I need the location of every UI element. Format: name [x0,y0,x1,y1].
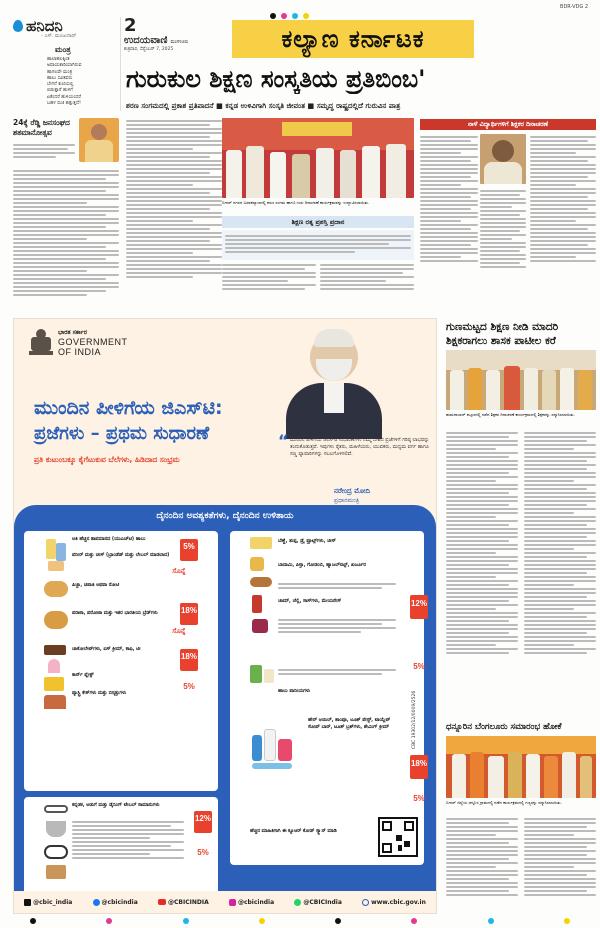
right-story2-headline: ಧನ್ನೂರಿನ ಬೆಂಗಲೂರು ಸಮಾರಂಭ ಹೋಕೆ [446,722,562,732]
item-label: ಜಾಮ್, ಜೆಲ್ಲಿ, ಸಾಸ್‌ಗಳು, ಮೇಯನೇಸ್ [278,599,342,604]
edition-date: ಶುಕ್ರವಾರ, ಸೆಪ್ಟೆಂಬರ್ 7, 2025 [124,47,174,52]
poem-lines [47,57,120,107]
ad-tagline: ಪ್ರತಿ ಕುಟುಂಬಕ್ಕೂ ಕೈಗೆಟುಕುವ ಬೆಲೆಗಳು, ಹಿಡಿದಾದ ಸಂಭ್ರಮ [34,455,180,464]
city: ಮಂಗಳೂರು [170,40,189,45]
right-story1-photo [446,350,596,410]
award-box-body [222,230,414,260]
social-handle: @cbicindia [237,898,275,906]
x-social-link[interactable] [24,899,72,906]
paratha-icon [44,611,68,629]
poem-line: ಬಹಳ ರುಚಿ ಹತ್ತುತ್ತದೆ! [47,101,81,107]
box-icon [46,865,66,879]
gov-label-en-2: OF INDIA [58,347,102,357]
item-label: ಚಾಕೋಲೇಟ್‌ಗಳು, ಐಸ್ ಕ್ರೀಮ್, ಕಾಫಿ, ಟೀ [72,647,141,652]
cornflakes-icon [44,677,64,691]
right-story2-photo [446,736,596,798]
pm-quote: ಮುಂದಿನ ಪೀಳಿಗೆಯ ಜಿಎಸ್‌ಟಿ ಸುಧಾರಣೆಗಳು ನಮ್ಮ ದೇಶದ ಪ್ರಜೆಗಳಿಗೆ ಗರಿಷ್ಠ ಲಾಭವನ್ನು ತಂದುಕೊಡುತ್ತವೆ. ಇವುಗಳು ರೈತರು, ಮಹಿಳೆಯರು, ಯುವಕರು, ಮಧ್ಯಮ ವರ್ಗ ಹಾಗೂ ಸಣ್ಣ ವ್ಯಾಪಾರಿಗಳನ್ನು ಸಬಲಗೊಳಿಸಲಿವೆ. [290,437,430,457]
social-footer [14,891,436,913]
pm-role: ಪ್ರಧಾನಮಂತ್ರಿ [334,497,360,504]
jam-icon [252,619,268,633]
ad-code: CBC 19302/12/0009/2526 [412,690,417,749]
main-subhead: ಶರಣ ಸಂಗಮದಲ್ಲಿ ಪ್ರಕಾಶ ಪ್ರತಿಪಾದನೆ ■ ಕನ್ನಡ ಉಳಿವಿಗಾಗಿ ಸಂಸ್ಕತಿ ಜೀವಂತ ■ ಸಮೃದ್ಧ ರಾಷ್ಟ್ರದಲ್ಲಿದೆ ಗುರುವಿನ ಪಾತ್ರ [126,101,401,110]
item-label: ಬೆಣ್ಣೆ, ತುಪ್ಪ, ಡ್ರೈ ಫ್ರೂಟ್ಸ್‌ಗಳು, ಚೀಸ್ [278,539,336,544]
right-story2-caption: ಬೀದರ್ ಜಿಲ್ಲೆಯ ಧನ್ನೂರ ಗ್ರಾಮದಲ್ಲಿ ನಡೆದ ಕಾರ್ಯಕ್ರಮದಲ್ಲಿ ಗಣ್ಯರನ್ನು ಸನ್ಮಾನಿಸಲಾಯಿತು. [446,800,562,805]
instagram-social-link[interactable] [229,899,274,906]
item-label: ಪ್ಯಾಸ್ಟ್ರಿ ಕೇಕ್‌ಗಳು ಮತ್ತು ಬಿಸ್ಕತ್ತುಗಳು [72,691,127,696]
right-story2-text-b [524,816,596,912]
social-handle: @CBICINDIA [167,898,209,906]
x-icon [24,899,31,906]
rate-from-badge: 18% [180,649,198,671]
right-story1-headline: ಗುಣಮಟ್ಟದ ಶಿಕ್ಷಣ ನೀಡಿ ಮಾದರಿ ಶಿಕ್ಷಕರಾಗಲು ಶಾಸಕ ಪಾಟೀಲ ಕರೆ [446,321,559,347]
right-item [250,717,420,797]
main-story-col1 [126,118,222,314]
facebook-social-link[interactable] [93,899,138,906]
logo-sub: - ಎಸ್. ಮಂಜುನಾಥ್ [41,33,77,39]
gov-label-en-1: GOVERNMENT [58,337,128,347]
rate-from-badge: 12% [410,595,428,619]
right-item [250,537,420,657]
poem-line: ಏಕೆಂದರೆ ಹುಳಿಯಂದರೆ [47,94,81,100]
rate-to-badge: 5% [183,682,195,691]
facebook-icon [93,899,100,906]
main-headline: ಗುರುಕುಲ ಶಿಕ್ಷಣ ಸಂಸ್ಕತಿಯ ಪ್ರತಿಬಿಂಬ' [126,65,426,93]
right-story1-caption: ಹುಮನಾಬಾದ್ ಪಟ್ಟಣದಲ್ಲಿ ನಡೆದ ಶಿಕ್ಷಕರ ದಿನಾಚರಣೆ ಕಾರ್ಯಕ್ರಮದಲ್ಲಿ ಶಿಕ್ಷಕರನ್ನು ಸನ್ಮಾನಿಸಲಾಯಿತು. [446,412,575,417]
hanidani-box [13,17,121,111]
right-story1-text-a [446,430,518,720]
social-handle: www.cbic.gov.in [371,898,426,906]
side-story-text-right [530,134,596,314]
left-item [44,581,224,601]
paper-header [124,17,230,53]
right-item [250,665,420,709]
rate-to-badge: 5% [197,848,209,857]
pm-photo [276,327,392,439]
item-label: ಹೇರ್ ಆಯಿಲ್, ಶಾಂಪೂ, ಟೂತ್ ಪೇಸ್ಟ್, ಟಾಯ್ಲೆಟ್ ಸೋಪ್ ಬಾರ್, ಟೂತ್ ಬ್ರಶ್‌ಗಳು, ಶೇವಿಂಗ್ ಕ್ರೀಮ್ [308,718,391,731]
rate-from-badge: 18% [180,603,198,625]
roti-icon [44,581,68,597]
poem-line: ಹಾಗಲವೇ ಮಂತ್ರ [47,69,73,75]
item-label: ಹಾಲು ಪಾನೀಯಗಳು [278,689,311,694]
toiletries-icon [250,727,296,771]
youtube-social-link[interactable] [158,899,209,906]
bicycle-icon [44,845,68,859]
item-label: ಕಾರ್ನ್ ಫ್ಲೇಕ್ಸ್ [72,673,94,678]
side-story-col-mid [480,188,526,314]
gov-label-kn: ಭಾರತ ಸರ್ಕಾರ [58,329,87,336]
item-label: ಪಿಜ್ಜಾ, ಚಪಾತಿ ಅಥವಾ ರೋಟಿ [72,583,120,588]
juice-icon [250,665,262,683]
main-photo-caption: ಬೀದರ್ ನಗರದ ಬಸವಕಲ್ಯಾಣದಲ್ಲಿ ಶರಣ ಸಂಗಮ ಹಾಗೂ ಗುರು ದಿನಾಚರಣೆ ಕಾರ್ಯಕ್ರಮವನ್ನು ಉದ್ಘಾಟಿಸಲಾಯಿತು. [222,200,370,205]
award-box-title: ಶಿಕ್ಷಣ ರತ್ನ ಪ್ರಶಸ್ತಿ ಪ್ರದಾನ [222,216,414,228]
logo-text: ಹನಿದನಿ [26,17,63,35]
social-handle: @cbicindia [101,898,138,906]
item-label: ಬಾದಾಮಿ, ಪಿಸ್ತಾ, ಗೋಡಂಬಿ, ಹ್ಯಾಜಲ್‌ನಟ್ಸ್, ಖರ್ಜೂರ [278,563,366,568]
rate-to-badge: ಸೊನ್ನೆ [172,627,186,635]
page-code: BDR-VDG 2 [560,4,588,10]
side-story-photo [480,134,526,184]
registration-marks [270,4,310,10]
youtube-icon [158,899,166,905]
poem-line: ಬಿಡುತ್ತಾರೆ ಹುಳಿಗೆ [47,88,73,94]
rate-to-badge: ಸೊನ್ನೆ [172,567,186,575]
section-banner-text: ಕಲ್ಯಾಣ ಕರ್ನಾಟಕ [281,25,425,53]
left-story-photo [79,118,119,162]
rate-from-badge: 12% [194,811,212,833]
item-label: ಪನೀರ್ ಮತ್ತು ಚೀಸ್ (ಬ್ರಾಂಡೆಡ್ ಮತ್ತು ಲೇಬಲ್ ಮಾಡಲಾದ) [72,553,170,558]
poem-line: ಬೇಗನೆ ಕುಣಿಯಲ್ಲಿ [47,82,74,88]
left-story [13,118,121,314]
rate-from-badge: 18% [410,755,428,779]
chocolate-icon [44,645,66,655]
side-story-headline: ನಾಳೆ ವಿದ್ಯಾರ್ಥಿಗಳಿಗೆ ಶಿಕ್ಷಕರ ದಿನಾಚರಣೆ [420,119,596,130]
item-label: ಪರಾಠಾ, ಪರೋಟಾ ಮತ್ತು ಇತರ ಭಾರತೀಯ ಬ್ರೆಡ್‌ಗಳು [72,611,158,616]
section-banner [232,20,474,58]
right-story1-text-b [524,430,596,720]
item-label: ಅತಿ ಹೆಚ್ಚಿನ ತಾಪಮಾನದ (ಯುಎಚ್‌ಟಿ) ಹಾಲು [72,537,146,542]
cake-icon [44,695,66,709]
spectacles-icon [44,805,68,813]
ad-headline: ಮುಂದಿನ ಪೀಳಿಗೆಯ ಜಿಎಸ್‌ಟಿ: [34,397,223,419]
left-story-headline: 24ಕ್ಕೆ ರೆಡ್ಡಿ ಜನಸಂಘದ ಶತಮಾನೋತ್ಸವ [13,118,70,137]
website-link[interactable] [362,899,426,906]
icecream-icon [48,659,60,673]
milk-drink-icon [264,669,274,683]
poem-title: ಮಂತ್ರ [55,45,71,54]
globe-icon [362,899,369,906]
poem-line: ಹಾಲು ಸವಿತವರು [47,75,73,81]
instagram-icon [229,899,236,906]
milk-icon [44,537,68,573]
page-number: 2 [124,15,137,36]
registration-marks-bottom [30,918,570,924]
main-story-photo [222,118,414,198]
paper-name: ಉದಯವಾಣಿ [124,35,168,46]
social-handle: @cbic_india [33,898,73,906]
main-story-col3 [320,262,414,314]
pm-name: ನರೇಂದ್ರ ಮೋದಿ [334,487,371,495]
emblem-icon [28,329,54,361]
social-handle: @CBICIndia [303,898,342,906]
quote-mark-icon: “ [278,431,289,450]
right-story2-text-a [446,816,518,912]
drop-icon [13,20,23,32]
nuts-icon [250,577,272,587]
rate-to-badge: 5% [413,794,425,803]
sauce-icon [252,595,262,613]
rate-from-badge: 5% [180,539,198,561]
band-title: ದೈನಂದಿನ ಅವಶ್ಯಕತೆಗಳು, ದೈನಂದಿನ ಉಳಿತಾಯ [156,511,294,521]
whatsapp-icon [294,899,301,906]
poem-line: ಹಾಲಾಹಲಕ್ಕಿಂತ [47,57,70,62]
utensils-icon [46,821,66,837]
side-story-text-left [420,134,478,314]
whatsapp-social-link[interactable] [294,899,342,906]
qr-code[interactable] [378,817,418,857]
item-label: ಕನ್ನಡಕ, ಅಡುಗೆ ಮತ್ತು ಡೈನಿಂಗ್ ಟೇಬಲ್ ಸಾಮಾನುಗಳು [72,803,160,808]
rate-to-badge: 5% [413,662,425,671]
gst-ad [13,318,437,914]
main-story-col2 [222,262,316,314]
ad-headline-2: ಪ್ರಜೆಗಳು – ಪ್ರಥಮ ಸುಧಾರಣೆ [34,423,210,444]
butter-icon [250,537,272,549]
ghee-icon [250,557,264,571]
poem-line: ಅಪಾಯಕಾರಿಯಾಗಿರುವ [47,63,82,69]
qr-note: ಹೆಚ್ಚಿನ ಮಾಹಿತಿಗಾಗಿ ಈ ಕ್ಯೂಆರ್ ಕೋಡ್ ಸ್ಕ್ಯಾನ್ ಮಾಡಿ [250,829,337,834]
